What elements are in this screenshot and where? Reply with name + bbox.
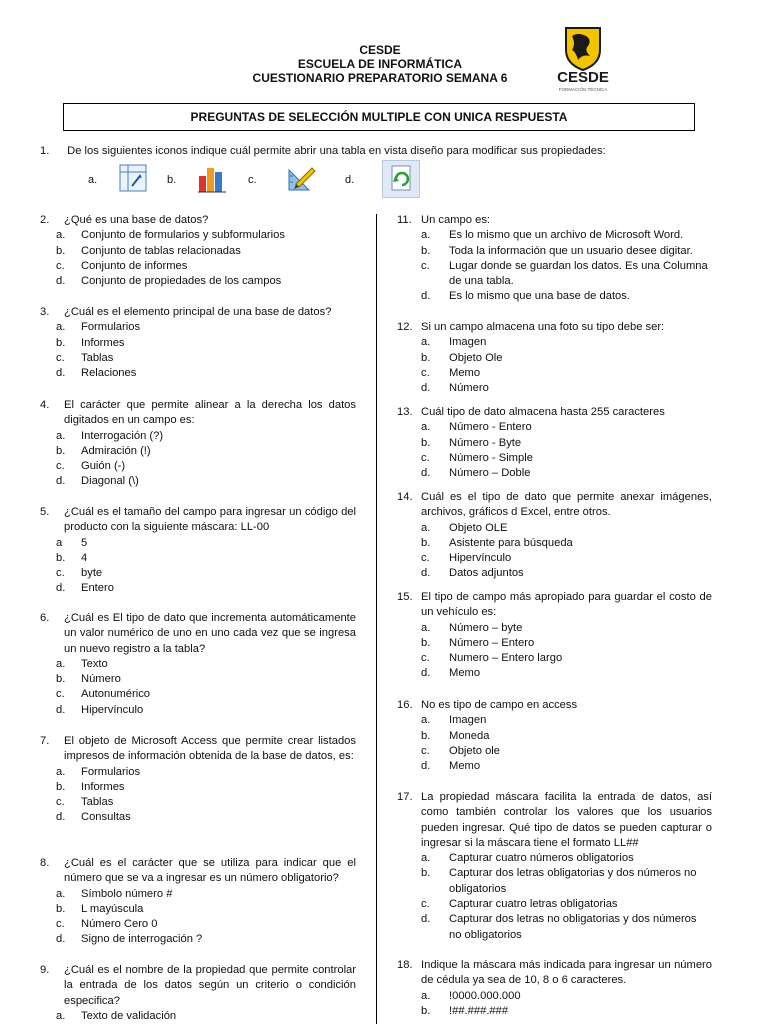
option-text: Número - Byte [449, 436, 522, 449]
option-text: Numero – Entero largo [449, 652, 563, 665]
question-text: Cuál tipo de dato almacena hasta 255 caracteres [421, 406, 665, 418]
option-letter: b. [56, 244, 66, 257]
header-line-2: ESCUELA DE INFORMÁTICA [297, 57, 463, 71]
question-9 [40, 963, 356, 1024]
column-divider [376, 214, 377, 1024]
option-text: Hipervínculo [449, 552, 512, 565]
option-letter: b. [421, 436, 431, 449]
ruler-pencil-icon [286, 162, 318, 194]
option-text: Capturar dos letras no obligatorias y dos números no obligatorios [449, 913, 697, 941]
answer-option[interactable] [40, 351, 356, 366]
question-14 [397, 490, 712, 582]
question-text: De los siguientes iconos indique cuál permite abrir una tabla en vista diseño para modificar sus propiedades: [67, 145, 606, 157]
option-letter: d. [421, 567, 431, 580]
option-letter: b. [421, 867, 431, 880]
option-letter: d. [56, 703, 66, 716]
answer-option[interactable] [40, 474, 356, 489]
option-letter: d. [421, 467, 431, 480]
header-line-1: CESDE [359, 43, 401, 57]
answer-option[interactable] [40, 917, 356, 932]
option-text: Imagen [449, 336, 487, 349]
answer-option[interactable] [397, 1004, 712, 1019]
question-11 [397, 213, 712, 305]
option-letter: b. [56, 551, 66, 564]
answer-option[interactable] [397, 351, 712, 366]
option-letter: a. [56, 765, 66, 778]
answer-option[interactable] [40, 551, 356, 566]
answer-option[interactable] [40, 703, 356, 718]
option-text: Hipervínculo [81, 703, 144, 716]
question-12 [397, 320, 712, 396]
option-letter: d. [56, 582, 66, 595]
option-letter: d. [56, 275, 66, 288]
option-text: Formularios [81, 321, 141, 334]
option-text: 5 [81, 536, 88, 549]
answer-option[interactable] [397, 759, 712, 774]
option-letter: a [56, 536, 63, 549]
option-text: Interrogación (?) [81, 429, 164, 442]
question-4 [40, 398, 356, 490]
option-text: Conjunto de tablas relacionadas [81, 244, 241, 257]
answer-option[interactable] [40, 444, 356, 459]
option-letter: a. [421, 521, 431, 534]
answer-option[interactable] [397, 621, 712, 636]
option-text: Número [81, 673, 121, 686]
answer-option[interactable] [40, 320, 356, 335]
question-8 [40, 856, 356, 948]
answer-option[interactable] [397, 466, 712, 481]
answer-option[interactable] [397, 566, 712, 581]
option-text: Moneda [449, 729, 490, 742]
question-text: El tipo de campo más apropiado para guardar el costo de un vehículo es: [421, 591, 712, 619]
refresh-page-icon [382, 160, 420, 198]
answer-option[interactable] [40, 274, 356, 289]
answer-option[interactable] [40, 902, 356, 917]
option-letter: a. [421, 989, 431, 1002]
option-letter: c. [56, 259, 65, 272]
option-letter: a. [56, 1009, 66, 1022]
option-text: Signo de interrogación ? [81, 933, 203, 946]
option-letter: d. [421, 913, 431, 926]
question-number: 16. [397, 699, 413, 711]
answer-option[interactable] [397, 381, 712, 396]
question-number: 18. [397, 959, 413, 971]
question-number: 1. [40, 145, 50, 157]
option-letter: c. [421, 366, 430, 379]
option-text: Memo [449, 366, 481, 379]
option-text: Guión (-) [81, 460, 126, 473]
question-text: ¿Cuál es el carácter que se utiliza para indicar que el número que se va a ingresar es un número obligatorio? [64, 857, 356, 885]
question-number: 9. [40, 964, 50, 976]
question-text: El carácter que permite alinear a la derecha los datos digitados en un campo es: [64, 399, 356, 427]
option-letter: b. [56, 902, 66, 915]
answer-option[interactable] [397, 420, 712, 435]
option-letter: d. [421, 667, 431, 680]
question-17 [397, 790, 712, 943]
option-text: Número - Simple [449, 451, 533, 464]
question-number: 8. [40, 857, 50, 869]
option-letter: c. [421, 259, 430, 272]
answer-option[interactable] [397, 436, 712, 451]
question-text: Cuál es el tipo de dato que permite anexar imágenes, archivos, gráficos d Excel, entre otros. [421, 491, 712, 519]
answer-option[interactable] [40, 429, 356, 444]
option-text: Objeto Ole [449, 351, 503, 364]
option-text: Es lo mismo que una base de datos. [449, 290, 630, 303]
option-text: Consultas [81, 811, 131, 824]
question-text: Un campo es: [421, 214, 491, 226]
question-number: 4. [40, 399, 50, 411]
question-text: No es tipo de campo en access [421, 699, 578, 711]
logo-subtext: FORMACIÓN TÉCNICA [558, 87, 608, 92]
answer-option[interactable] [397, 666, 712, 681]
option-text: Objeto OLE [449, 521, 508, 534]
question-text: El objeto de Microsoft Access que permite crear listados impresos de información obtenida de la base de datos, es: [64, 735, 356, 763]
question-text: Si un campo almacena una foto su tipo debe ser: [421, 321, 665, 333]
option-letter: d. [56, 811, 66, 824]
option-text: Entero [81, 582, 114, 595]
answer-option[interactable] [397, 521, 712, 536]
answer-option[interactable] [397, 451, 712, 466]
option-text: L mayúscula [81, 902, 144, 915]
answer-option[interactable] [397, 289, 712, 304]
option-letter: c. [421, 552, 430, 565]
answer-option[interactable] [397, 897, 712, 912]
question-2 [40, 213, 356, 289]
option-letter: a. [56, 887, 66, 900]
question-number: 17. [397, 791, 413, 803]
question-text: La propiedad máscara facilita la entrada de datos, así como también controlar los valores que los usuarios pueden ingresar. Qué tipo de datos se pueden capturar o ingresar si la máscara tiene el formato LL## [421, 791, 712, 849]
question-1 [40, 144, 730, 159]
option-letter: b. [421, 536, 431, 549]
option-text: Informes [81, 780, 125, 793]
answer-option[interactable] [40, 566, 356, 581]
option-text: !0000.000.000 [449, 989, 521, 1002]
answer-option[interactable] [397, 713, 712, 728]
option-letter: c. [421, 652, 430, 665]
option-letter: b. [421, 244, 431, 257]
option-text: 4 [81, 551, 88, 564]
answer-option[interactable] [40, 228, 356, 243]
option-text: Tablas [81, 796, 114, 809]
option-text: Capturar cuatro números obligatorios [449, 852, 634, 865]
option-letter: a. [56, 657, 66, 670]
option-letter: a. [421, 421, 431, 434]
design-view-icon [117, 162, 149, 194]
option-letter: d. [56, 475, 66, 488]
option-text: Tablas [81, 351, 114, 364]
option-text: Toda la información que un usuario desee digitar. [449, 244, 693, 257]
answer-option[interactable] [40, 459, 356, 474]
option-letter: c. [56, 567, 65, 580]
option-letter: b. [167, 174, 177, 186]
question-number: 7. [40, 735, 50, 747]
question-number: 14. [397, 491, 413, 503]
answer-option[interactable] [397, 989, 712, 1004]
option-letter: d. [56, 367, 66, 380]
answer-option[interactable] [40, 336, 356, 351]
option-text: Informes [81, 336, 125, 349]
bar-chart-icon [196, 162, 228, 194]
option-letter: b. [56, 336, 66, 349]
option-letter: c. [248, 174, 257, 186]
question-text: ¿Cuál es el elemento principal de una base de datos? [64, 306, 332, 318]
question-number: 5. [40, 506, 50, 518]
option-text: Objeto ole [449, 744, 500, 757]
option-letter: c. [421, 451, 430, 464]
answer-option[interactable] [40, 536, 356, 551]
option-letter: d. [56, 933, 66, 946]
option-text: Número – Entero [449, 636, 535, 649]
option-text: Es lo mismo que un archivo de Microsoft Word. [449, 229, 684, 242]
option-letter: d. [345, 174, 355, 186]
option-letter: c. [56, 796, 65, 809]
option-text: Texto de validación [81, 1009, 177, 1022]
option-letter: a. [56, 429, 66, 442]
question-text: ¿Qué es una base de datos? [64, 214, 209, 226]
option-letter: c. [56, 460, 65, 473]
question-7 [40, 734, 356, 826]
answer-option[interactable] [40, 672, 356, 687]
answer-option[interactable] [397, 651, 712, 666]
question-number: 15. [397, 591, 413, 603]
answer-option[interactable] [40, 366, 356, 381]
option-letter: a. [421, 336, 431, 349]
option-letter: a. [421, 714, 431, 727]
answer-option[interactable] [397, 259, 712, 290]
answer-option[interactable] [40, 1009, 356, 1024]
option-letter: b. [56, 673, 66, 686]
option-text: Imagen [449, 714, 487, 727]
answer-option[interactable] [397, 335, 712, 350]
option-letter: c. [421, 898, 430, 911]
option-text: Capturar cuatro letras obligatorias [449, 898, 618, 911]
answer-option[interactable] [397, 536, 712, 551]
option-text: Número - Entero [449, 421, 532, 434]
option-text: Texto [81, 657, 108, 670]
option-letter: b. [421, 636, 431, 649]
answer-option[interactable] [397, 851, 712, 866]
question-1-icon-options [0, 160, 768, 200]
option-text: Formularios [81, 765, 141, 778]
option-letter: a. [421, 852, 431, 865]
option-letter: b. [56, 780, 66, 793]
section-title: PREGUNTAS DE SELECCIÓN MULTIPLE CON UNICA RESPUESTA [63, 103, 695, 131]
option-text: Autonumérico [81, 688, 151, 701]
question-number: 12. [397, 321, 413, 333]
question-number: 11. [397, 214, 412, 226]
question-18 [397, 958, 712, 1019]
option-text: Conjunto de propiedades de los campos [81, 275, 282, 288]
answer-option[interactable] [40, 657, 356, 672]
option-text: byte [81, 567, 103, 580]
answer-option[interactable] [40, 259, 356, 274]
option-text: Admiración (!) [81, 444, 151, 457]
option-letter: d. [421, 290, 431, 303]
question-number: 3. [40, 306, 50, 318]
answer-option[interactable] [40, 780, 356, 795]
option-letter: a. [421, 621, 431, 634]
option-text: Número – Doble [449, 467, 531, 480]
answer-option[interactable] [40, 765, 356, 780]
answer-option[interactable] [397, 744, 712, 759]
option-letter: c. [421, 744, 430, 757]
answer-option[interactable] [397, 366, 712, 381]
answer-option[interactable] [40, 932, 356, 947]
answer-option[interactable] [397, 866, 712, 897]
answer-option[interactable] [397, 244, 712, 259]
option-text: Conjunto de informes [81, 259, 188, 272]
answer-option[interactable] [40, 581, 356, 596]
question-number: 2. [40, 214, 50, 226]
logo-text: CESDE [557, 69, 609, 86]
option-letter: c. [56, 351, 65, 364]
answer-option[interactable] [397, 729, 712, 744]
option-letter: b. [56, 444, 66, 457]
answer-option[interactable] [397, 636, 712, 651]
answer-option[interactable] [397, 551, 712, 566]
answer-option[interactable] [40, 244, 356, 259]
option-text: Diagonal (\) [81, 475, 139, 488]
option-letter: d. [421, 760, 431, 773]
option-text: Símbolo número # [81, 887, 173, 900]
option-text: Memo [449, 667, 481, 680]
question-text: ¿Cuál es el tamaño del campo para ingresar un código del producto con la siguiente máscara: LL-00 [64, 506, 356, 534]
option-text: Número Cero 0 [81, 918, 158, 931]
option-text: !##.###.### [449, 1004, 509, 1017]
question-number: 13. [397, 406, 413, 418]
option-letter: d. [421, 382, 431, 395]
option-text: Número – byte [449, 621, 523, 634]
answer-option[interactable] [40, 795, 356, 810]
question-13 [397, 405, 712, 481]
option-text: Datos adjuntos [449, 567, 524, 580]
option-letter: b. [421, 729, 431, 742]
option-letter: b. [421, 1004, 431, 1017]
question-15 [397, 590, 712, 682]
answer-option[interactable] [397, 228, 712, 243]
answer-option[interactable] [40, 687, 356, 702]
question-6 [40, 611, 356, 718]
header-line-3: CUESTIONARIO PREPARATORIO SEMANA 6 [252, 71, 508, 85]
option-letter: c. [56, 918, 65, 931]
question-16 [397, 698, 712, 774]
option-text: Memo [449, 760, 481, 773]
option-letter: a. [88, 174, 98, 186]
option-text: Conjunto de formularios y subformularios [81, 229, 285, 242]
option-text: Asistente para búsqueda [449, 536, 573, 549]
cesde-logo [548, 24, 618, 94]
option-letter: a. [421, 229, 431, 242]
option-letter: b. [421, 351, 431, 364]
option-letter: a. [56, 321, 66, 334]
question-3 [40, 305, 356, 381]
option-text: Capturar dos letras obligatorias y dos números no obligatorios [449, 867, 697, 895]
answer-option[interactable] [40, 810, 356, 825]
question-text: ¿Cuál es El tipo de dato que incrementa automáticamente un valor numérico de uno en uno cada vez que se ingresa un nuevo registro a la tabla? [64, 612, 356, 655]
answer-option[interactable] [397, 912, 712, 943]
question-number: 6. [40, 612, 50, 624]
question-text: ¿Cuál es el nombre de la propiedad que permite controlar la entrada de los datos según un criterio o condición especifica? [64, 964, 356, 1007]
option-letter: c. [56, 688, 65, 701]
answer-option[interactable] [40, 887, 356, 902]
option-text: Relaciones [81, 367, 137, 380]
question-5 [40, 505, 356, 597]
question-text: Indique la máscara más indicada para ingresar un número de cédula ya sea de 10, 8 o 6 caracteres. [421, 959, 712, 987]
option-text: Número [449, 382, 489, 395]
option-text: Lugar donde se guardan los datos. Es una Columna de una tabla. [449, 259, 708, 288]
option-letter: a. [56, 229, 66, 242]
